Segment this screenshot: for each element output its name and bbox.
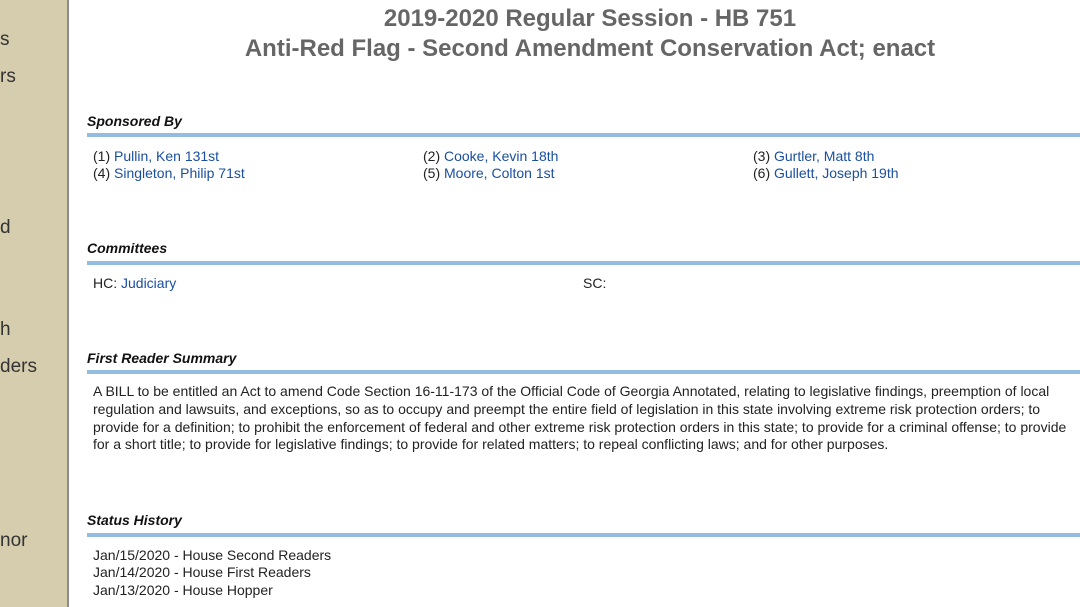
sponsor-number: (5) — [423, 165, 444, 181]
sponsor-link[interactable]: Gullett, Joseph 19th — [774, 165, 899, 181]
sponsor-item — [753, 165, 899, 181]
nav-link-fragment[interactable]: ders — [0, 356, 37, 377]
sponsor-link[interactable]: Gurtler, Matt 8th — [774, 148, 875, 164]
house-committee — [93, 275, 176, 291]
first-reader-summary-heading: First Reader Summary — [87, 350, 237, 366]
sponsor-item — [93, 148, 219, 164]
nav-link-fragment[interactable]: nor — [0, 530, 28, 551]
section-divider — [87, 370, 1080, 374]
sponsor-number: (3) — [753, 148, 774, 164]
committees-heading: Committees — [87, 240, 168, 256]
status-history-entry: Jan/13/2020 - House Hopper — [93, 582, 273, 598]
section-divider — [87, 133, 1080, 137]
house-committee-label: HC: — [93, 275, 121, 291]
sponsor-link[interactable]: Moore, Colton 1st — [444, 165, 555, 181]
status-history-entry: Jan/15/2020 - House Second Readers — [93, 547, 332, 563]
sponsor-link[interactable]: Pullin, Ken 131st — [114, 148, 220, 164]
section-divider — [87, 261, 1080, 265]
sponsor-number: (6) — [753, 165, 774, 181]
bill-session-title: 2019-2020 Regular Session - HB 751 — [383, 5, 797, 32]
sponsor-number: (4) — [93, 165, 114, 181]
sponsor-number: (2) — [423, 148, 444, 164]
sponsor-item — [423, 165, 555, 181]
bill-name-title: Anti-Red Flag - Second Amendment Conservation Act; enact — [244, 35, 936, 62]
sponsor-item — [753, 148, 874, 164]
sponsor-link[interactable]: Singleton, Philip 71st — [114, 165, 245, 181]
section-divider — [87, 533, 1080, 537]
sponsor-item — [423, 148, 558, 164]
sponsored-by-heading: Sponsored By — [87, 113, 182, 129]
nav-link-fragment[interactable]: h — [0, 319, 11, 340]
status-history-entry: Jan/14/2020 - House First Readers — [93, 564, 311, 580]
sponsor-link[interactable]: Cooke, Kevin 18th — [444, 148, 559, 164]
nav-link-fragment[interactable]: s — [0, 29, 10, 50]
sponsor-number: (1) — [93, 148, 114, 164]
first-reader-summary-text: A BILL to be entitled an Act to amend Code Section 16-11-173 of the Official Code of Georgia Annotated, relating to legislative findings, preemption of local regulation and lawsuits, and exceptions, so as to occupy and preempt the entire field of legislation in this state involving extreme risk protection orders; to provide for a definition; to prohibit the enforcement of federal and other extreme risk protection orders in this state; to provide for a criminal offense; to provide for a short title; to provide for legislative findings; to provide for related matters; to repeal conflicting laws; and for other purposes. — [93, 383, 1067, 453]
house-committee-link[interactable]: Judiciary — [121, 275, 177, 291]
left-nav-sidebar — [0, 0, 69, 607]
status-history-heading: Status History — [87, 512, 182, 528]
sponsor-item — [93, 165, 245, 181]
nav-link-fragment[interactable]: rs — [0, 66, 16, 87]
senate-committee-label: SC: — [583, 275, 607, 291]
nav-link-fragment[interactable]: d — [0, 217, 11, 238]
